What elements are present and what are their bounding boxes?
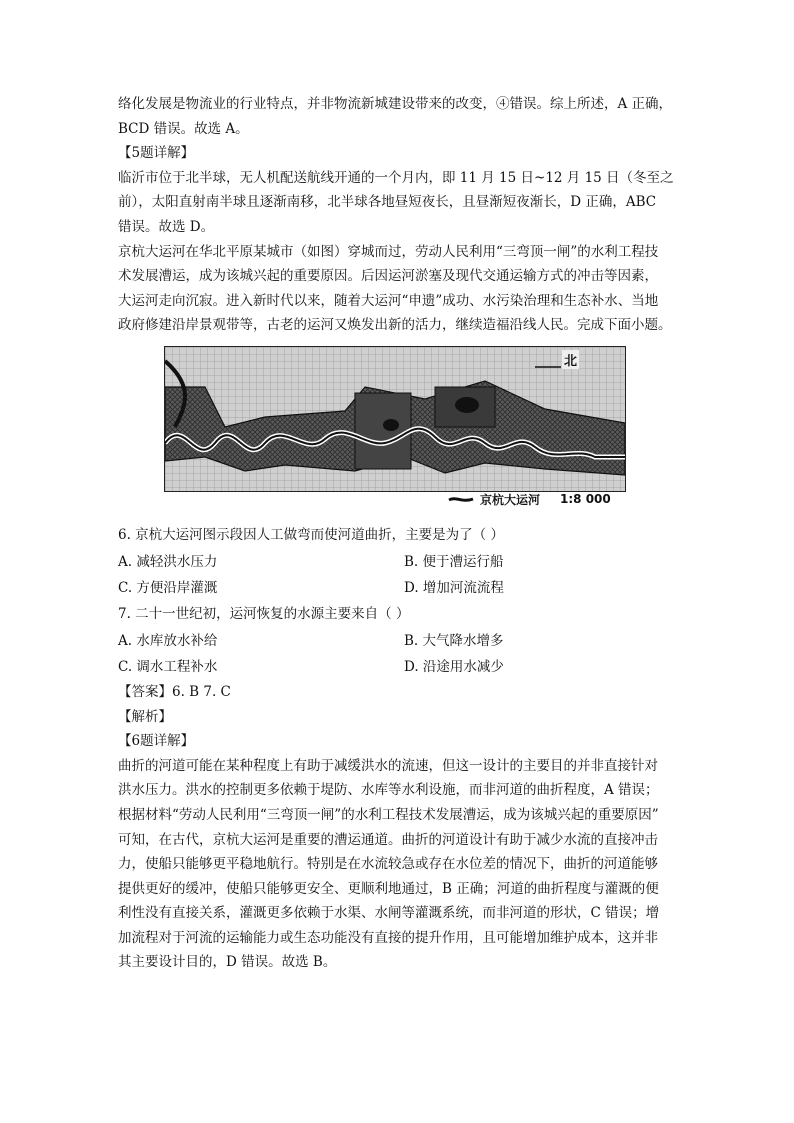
text-line: 错误。故选 D。 (118, 218, 215, 235)
document-page (118, 92, 678, 975)
option-b: B. 便于漕运行船 (404, 553, 504, 570)
text-line: 提供更好的缓冲，使船只能够更安全、更顺利地通过，B 正确；河道的曲折程度与灌溉的便 (118, 880, 659, 897)
text-line: 根据材料“劳动人民利用“三弯顶一闸”的水利工程技术发展漕运，成为该城兴起的重要原因” (118, 806, 659, 823)
text-line: 前），太阳直射南半球且逐渐南移，北半球各地昼短夜长，且昼渐短夜渐长，D 正确，ABC (118, 194, 657, 211)
text-line: 力，使船只能够更平稳地航行。特别是在水流较急或存在水位差的情况下，曲折的河道能够 (118, 856, 658, 873)
text-line: 临沂市位于北半球，无人机配送航线开通的一个月内，即 11 月 15 日~12 月 15 日（冬至之 (118, 169, 674, 186)
text-line: 洪水压力。洪水的控制更多依赖于堤防、水库等水利设施，而非河道的曲折程度，A 错误； (118, 782, 659, 799)
question-6-options-row (118, 549, 678, 575)
option-d: D. 沿途用水减少 (404, 658, 504, 675)
option-a: A. 减轻洪水压力 (118, 553, 218, 570)
section-heading-q5: 【5题详解】 (118, 145, 195, 162)
option-c: C. 调水工程补水 (118, 658, 218, 675)
map-graphic (165, 347, 625, 491)
text-line: 术发展漕运，成为该城兴起的重要原因。后因运河淤塞及现代交通运输方式的冲击等因素， (118, 268, 658, 285)
option-b: B. 大气降水增多 (404, 632, 504, 649)
text-line: 络化发展是物流业的行业特点，并非物流新城建设带来的改变，④错误。综上所述，A 正确， (118, 96, 673, 112)
analysis-heading: 【解析】 (118, 708, 172, 725)
question-7-stem: 7. 二十一世纪初，运河恢复的水源主要来自（ ） (118, 605, 410, 622)
section-heading-q6: 【6题详解】 (118, 733, 195, 750)
text-line: BCD 错误。故选 A。 (118, 120, 249, 137)
option-a: A. 水库放水补给 (118, 632, 218, 649)
answer-line: 【答案】6. B 7. C (118, 683, 231, 700)
text-line: 其主要设计目的，D 错误。故选 B。 (118, 954, 337, 971)
option-d: D. 增加河流流程 (404, 579, 504, 596)
city-map-image (164, 346, 626, 492)
canal-legend-icon (448, 494, 474, 504)
canal-map-figure (164, 346, 630, 518)
question-7-options-row (118, 628, 678, 654)
north-arrow-label: 北 (562, 350, 579, 369)
text-line: 京杭大运河在华北平原某城市（如图）穿城而过，劳动人民利用“三弯顶一闸”的水利工程技 (118, 243, 659, 260)
text-line: 可知，在古代，京杭大运河是重要的漕运通道。曲折的河道设计有助于减少水流的直接冲击 (118, 831, 658, 848)
text-line: 加流程对于河流的运输能力或生态功能没有直接的提升作用，且可能增加维护成本，这并非 (118, 929, 658, 946)
text-line: 政府修建沿岸景观带等，古老的运河又焕发出新的活力，继续造福沿线人民。完成下面小题。 (118, 317, 672, 334)
map-legend (448, 491, 611, 508)
question-6-stem: 6. 京杭大运河图示段因人工做弯而使河道曲折，主要是为了（ ） (118, 526, 504, 543)
option-c: C. 方便沿岸灌溉 (118, 579, 218, 596)
question-7-options-row (118, 654, 678, 680)
legend-label: 京杭大运河 (480, 492, 541, 507)
text-line: 利性没有直接关系，灌溉更多依赖于水渠、水闸等灌溉系统，而非河道的形状，C 错误；增 (118, 905, 660, 922)
map-scale: 1:8 000 (560, 492, 611, 507)
text-line: 大运河走向沉寂。进入新时代以来，随着大运河“申遗”成功、水污染治理和生态补水、当地 (118, 292, 659, 309)
question-6-options-row (118, 575, 678, 601)
text-line: 曲折的河道可能在某种程度上有助于减缓洪水的流速，但这一设计的主要目的并非直接针对 (118, 757, 658, 774)
